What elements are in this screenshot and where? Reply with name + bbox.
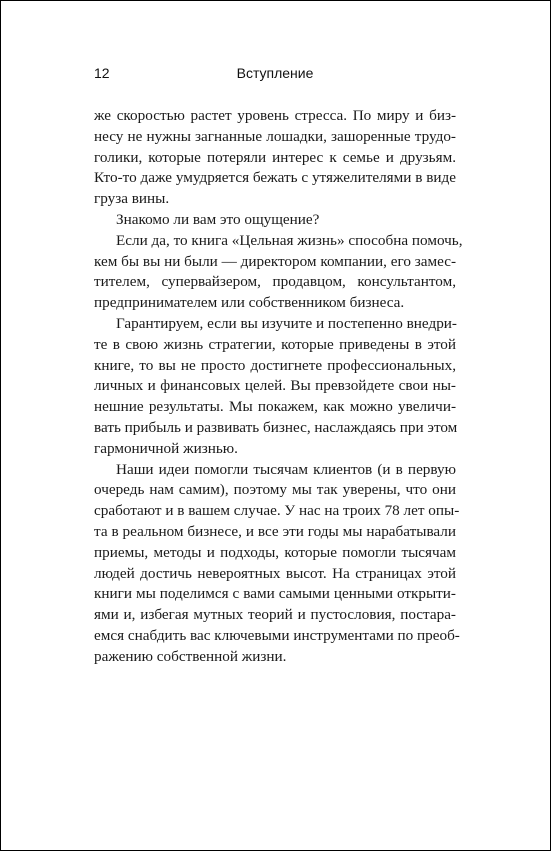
paragraph (94, 314, 456, 460)
text-line: предпринимателем или собственником бизнеса. (94, 294, 405, 312)
text-line: кем бы вы ни были — директором компании, его замес- (94, 252, 456, 270)
paragraph (94, 460, 460, 668)
text-line: Гарантируем, если вы изучите и постепенно внедри- (116, 314, 457, 332)
text-line: сработают и в вашем случае. У нас на троих 78 лет опы- (94, 502, 460, 520)
text-line: же скоростью растет уровень стресса. По миру и биз- (94, 107, 456, 124)
text-line: книги мы поделимся с вами самыми ценными открыти- (94, 585, 456, 603)
paragraph (94, 106, 456, 210)
text-line: приемы, методы и подходы, которые помогли тысячам (94, 543, 456, 561)
text-line: людей достичь невероятных высот. На страницах этой (94, 564, 456, 582)
running-head (94, 65, 456, 85)
text-line: несу не нужны загнанные лошадки, зашоренные трудо- (94, 127, 456, 145)
text-line: Кто-то даже умудряется бежать с утяжелителями в виде (94, 169, 456, 187)
text-line: вать прибыль и развивать бизнес, наслаждаясь при этом (94, 418, 458, 436)
text-line: тителем, супервайзером, продавцом, консультантом, (94, 273, 456, 291)
paragraph (94, 231, 463, 314)
page-number: 12 (94, 65, 110, 81)
text-line: Если да, то книга «Цельная жизнь» способна помочь, (116, 231, 463, 249)
text-line: голики, которые потеряли интерес к семье и друзьям. (94, 148, 456, 166)
text-line: очередь нам самим), поэтому мы так уверены, что они (94, 481, 456, 499)
section-title: Вступление (236, 65, 314, 81)
text-line: те в свою жизнь стратегии, которые приведены в этой (94, 335, 456, 353)
text-line: груза вины. (94, 190, 170, 208)
text-line: нешние результаты. Мы покажем, как можно увеличи- (94, 398, 456, 416)
text-line: ражению собственной жизни. (94, 647, 287, 665)
text-line: книге, то вы не просто достигнете профессиональных, (94, 356, 456, 374)
text-line: Наши идеи помогли тысячам клиентов (и в первую (116, 460, 456, 478)
text-line: Знакомо ли вам это ощущение? (116, 210, 320, 228)
paragraph (94, 210, 456, 231)
text-line: емся снабдить вас ключевыми инструментами по преоб- (94, 626, 460, 644)
text-line: гармоничной жизнью. (94, 439, 238, 457)
text-line: та в реальном бизнесе, и все эти годы мы нарабатывали (94, 522, 456, 540)
text-line: ями и, избегая мутных теорий и пустословия, постара- (94, 606, 456, 624)
text-line: личных и финансовых целей. Вы превзойдете свои ны- (94, 377, 456, 395)
body-text (94, 106, 463, 668)
